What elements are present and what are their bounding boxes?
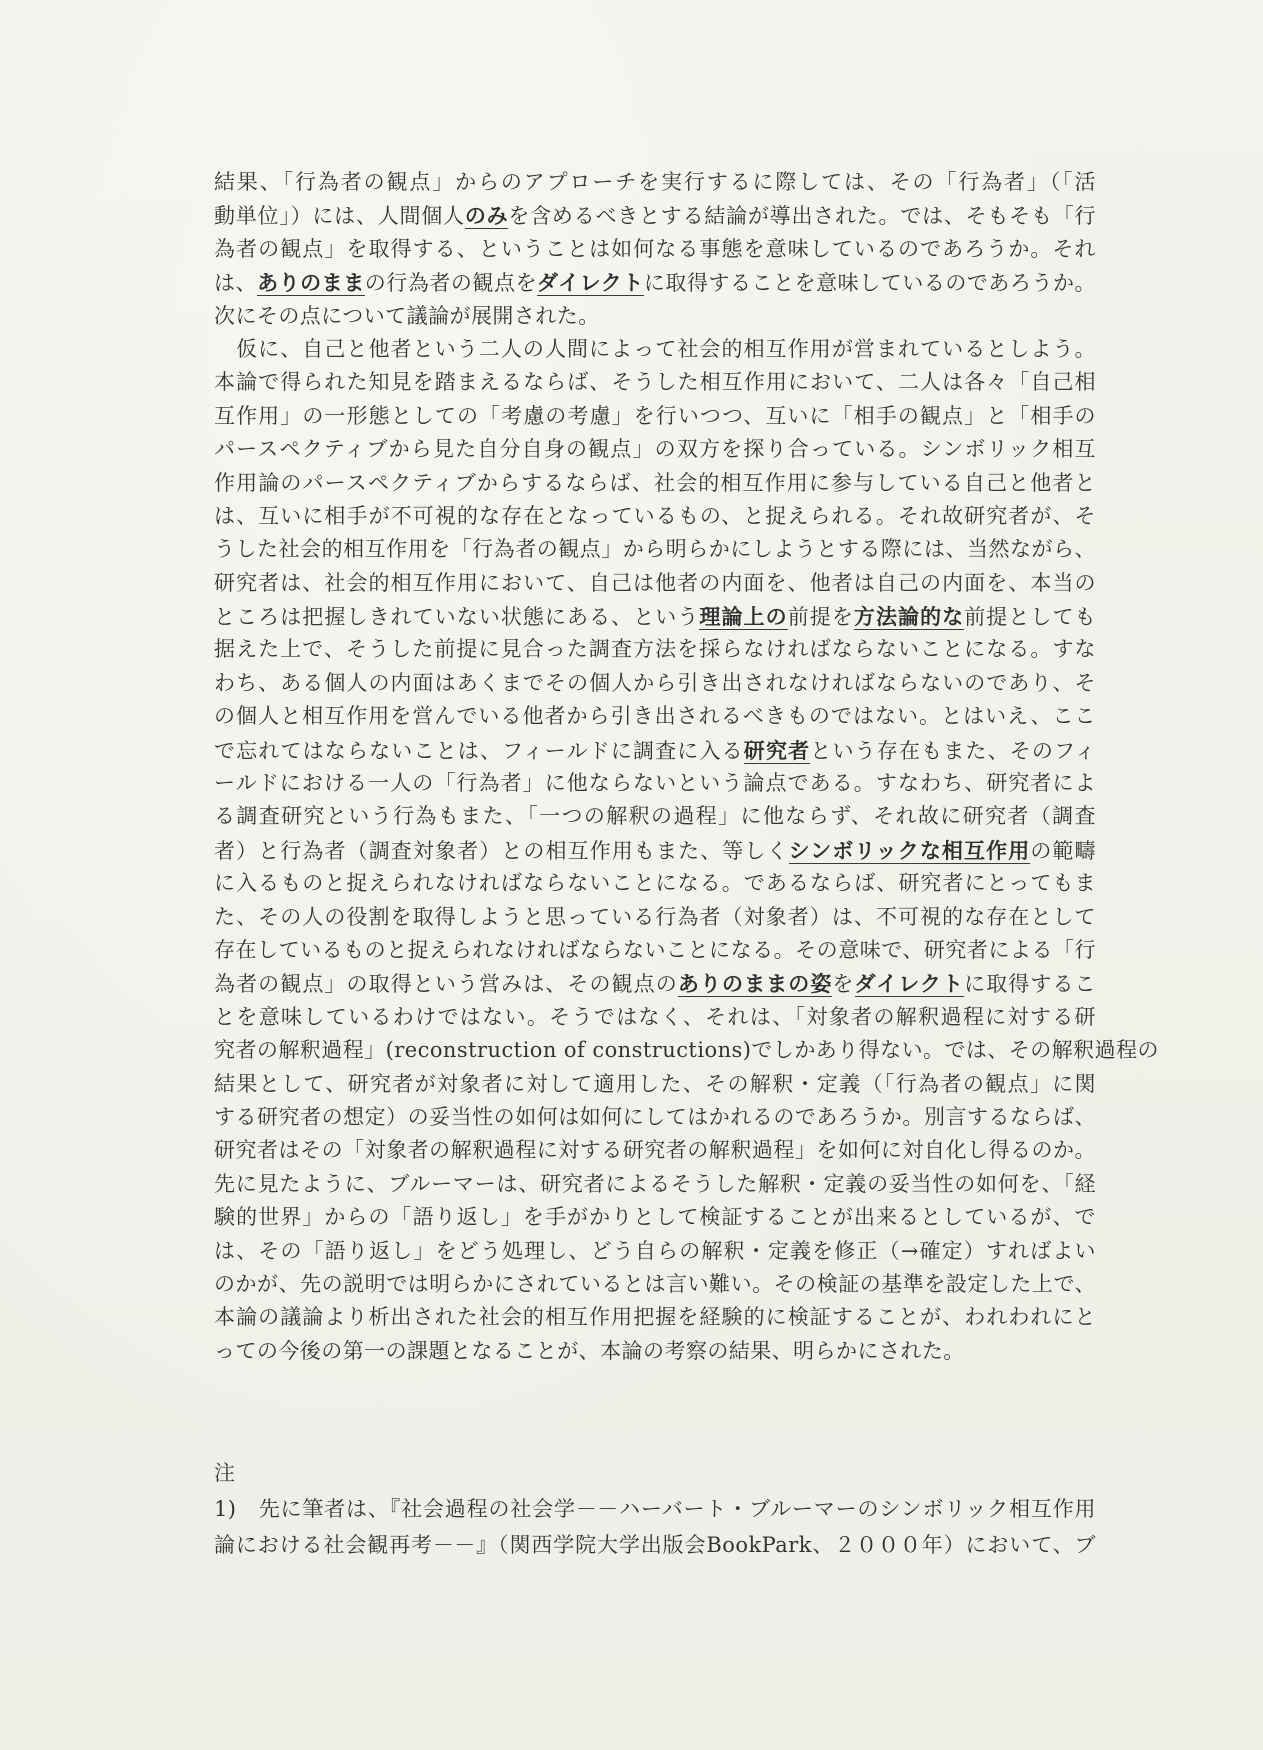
body-line: 本論で得られた知見を踏まえるならば、そうした相互作用において、二人は各々「自己相: [214, 370, 1096, 395]
underlined-emphasis: シンボリックな相互作用: [788, 837, 1031, 863]
body-line: 本論の議論より析出された社会的相互作用把握を経験的に検証することが、われわれにと: [214, 1305, 1096, 1330]
body-line: 作用論のパースペクティブからするならば、社会的相互作用に参与している自己と他者と: [214, 470, 1096, 495]
body-line: パースペクティブから見た自分自身の観点」の双方を探り合っている。シンボリック相互: [214, 437, 1096, 462]
note-line-2: 論における社会観再考－－』（関西学院大学出版会BookPark、２０００年）において、ブ: [214, 1533, 1096, 1557]
notes-heading: 注: [214, 1461, 236, 1485]
body-line: 研究者はその「対象者の解釈過程に対する研究者の解釈過程」を如何に対自化し得るのか。: [214, 1138, 1096, 1163]
body-line: 験的世界」からの「語り返し」を手がかりとして検証することが出来るとしているが、で: [214, 1205, 1096, 1230]
body-line: とを意味しているわけではない。そうではなく、それは、「対象者の解釈過程に対する研: [214, 1004, 1096, 1029]
underlined-emphasis: ありのままの姿: [677, 971, 833, 997]
body-line: 結果として、研究者が対象者に対して適用した、その解釈・定義（「行為者の観点」に関: [214, 1071, 1096, 1096]
body-line: に入るものと捉えられなければならないことになる。であるならば、研究者にとってもま: [214, 871, 1096, 896]
body-line: 据えた上で、そうした前提に見合った調査方法を採らなければならないことになる。すな: [214, 637, 1096, 662]
body-line: は、互いに相手が不可視的な存在となっているもの、と捉えられる。それ故研究者が、そ: [214, 503, 1096, 528]
body-line: 動単位」）には、人間個人のみを含めるべきとする結論が導出された。では、そもそも「行: [214, 203, 1096, 229]
body-line: た、その人の役割を取得しようと思っている行為者（対象者）は、不可視的な存在として: [214, 904, 1096, 929]
body-text: [214, 166, 1159, 1368]
body-line: 為者の観点」の取得という営みは、その観点のありのままの姿をダイレクトに取得するこ: [214, 971, 1096, 997]
body-line: する研究者の想定）の妥当性の如何は如何にしてはかれるのであろうか。別言するならば、: [214, 1104, 1096, 1129]
body-line: 仮に、自己と他者という二人の人間によって社会的相互作用が営まれているとしよう。: [214, 336, 1096, 361]
body-line: 先に見たように、ブルーマーは、研究者によるそうした解釈・定義の妥当性の如何を、「経: [214, 1171, 1096, 1196]
underlined-emphasis: ダイレクト: [854, 971, 965, 997]
body-line: は、ありのままの行為者の観点をダイレクトに取得することを意味しているのであろうか。: [214, 270, 1097, 296]
body-line: 結果、「行為者の観点」からのアプローチを実行するに際しては、その「行為者」（「活: [214, 170, 1096, 194]
underlined-emphasis: のみ: [464, 203, 509, 229]
body-line: 者）と行為者（調査対象者）との相互作用もまた、等しくシンボリックな相互作用の範疇: [214, 837, 1096, 863]
body-line: ールドにおける一人の「行為者」に他ならないという論点である。すなわち、研究者によ: [214, 771, 1096, 796]
body-line: っての今後の第一の課題となることが、本論の考察の結果、明らかにされた。: [214, 1338, 965, 1363]
body-line: 研究者は、社会的相互作用において、自己は他者の内面を、他者は自己の内面を、本当の: [214, 570, 1096, 595]
body-line: で忘れてはならないことは、フィールドに調査に入る研究者という存在もまた、そのフィ: [214, 737, 1097, 763]
underlined-emphasis: 研究者: [743, 737, 811, 763]
body-line: 存在しているものと捉えられなければならないことになる。その意味で、研究者による「行: [214, 937, 1096, 962]
body-line: わち、ある個人の内面はあくまでその個人から引き出されなければならないのであり、そ: [214, 670, 1096, 695]
underlined-emphasis: 理論上の: [699, 604, 788, 630]
body-line: る調査研究という行為もまた、「一つの解釈の過程」に他ならず、それ故に研究者（調査: [214, 804, 1096, 829]
note-line-1: 1) 先に筆者は、『社会過程の社会学－－ハーバート・ブルーマーのシンボリック相互作用: [214, 1497, 1096, 1521]
body-line: 究者の解釈過程」(reconstruction of constructions)でしかあり得ない。では、その解釈過程の: [214, 1038, 1159, 1063]
body-line: の個人と相互作用を営んでいる他者から引き出されるべきものではない。とはいえ、ここ: [214, 704, 1096, 729]
underlined-emphasis: ありのまま: [257, 270, 365, 296]
body-line: 互作用」の一形態としての「考慮の考慮」を行いつつ、互いに「相手の観点」と「相手の: [214, 403, 1096, 428]
body-line: 為者の観点」を取得する、ということは如何なる事態を意味しているのであろうか。それ: [214, 236, 1096, 261]
body-line: ところは把握しきれていない状態にある、という理論上の前提を方法論的な前提としても: [214, 604, 1096, 630]
body-line: うした社会的相互作用を「行為者の観点」から明らかにしようとする際には、当然ながら、: [214, 537, 1096, 562]
notes-section: [214, 1455, 1096, 1563]
underlined-emphasis: ダイレクト: [537, 270, 644, 296]
underlined-emphasis: 方法論的な: [853, 604, 965, 630]
body-line: 次にその点について議論が展開された。: [214, 303, 600, 328]
body-line: は、その「語り返し」をどう処理し、どう自らの解釈・定義を修正（→確定）すればよい: [214, 1238, 1096, 1263]
body-line: のかが、先の説明では明らかにされているとは言い難い。その検証の基準を設定した上で、: [214, 1271, 1096, 1296]
